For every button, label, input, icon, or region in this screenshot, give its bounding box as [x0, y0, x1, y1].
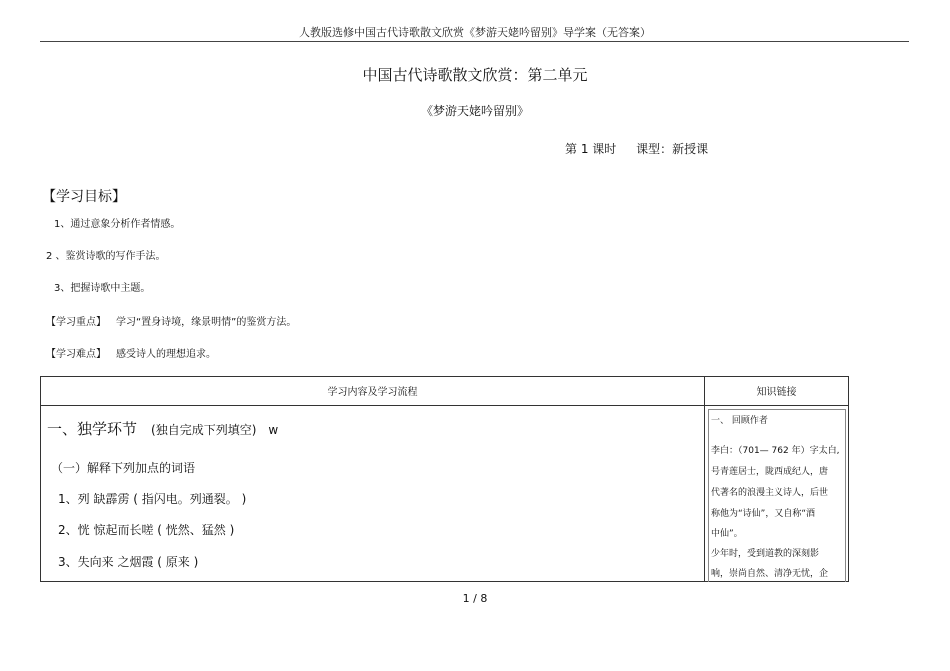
objective-item: 3、把握诗歌中主题。 [54, 283, 151, 294]
author-bio-line: 李白：（701— 762 年）字太白, [711, 446, 840, 456]
table-column-divider [704, 377, 705, 581]
running-header: 人教版选修中国古代诗歌散文欣赏《梦游天姥吟留别》导学案（无答案） [299, 26, 651, 39]
vocab-item: 2、恍 惊起而长嗟 ( 恍然、猛然 ) [58, 523, 235, 537]
document-subtitle: 《梦游天姥吟留别》 [420, 104, 529, 118]
section-heading [47, 418, 278, 439]
key-point-label: 【学习重点】 [46, 317, 106, 328]
vocab-item: 3、失向来 之烟霞 ( 原来 ) [58, 555, 199, 569]
difficult-point-text: 感受诗人的理想追求。 [116, 349, 216, 360]
section-hint: (独自完成下列填空) [151, 423, 257, 437]
table-header-content: 学习内容及学习流程 [327, 387, 418, 398]
difficult-point [46, 342, 216, 361]
key-point [46, 310, 296, 329]
author-bio-line: 响，崇尚自然、清净无忧，企 [711, 569, 829, 579]
section-title: 一、独学环节 [47, 420, 138, 438]
lesson-type: 课型：新授课 [636, 142, 709, 156]
key-point-text: 学习“置身诗境，缘景明情”的鉴赏方法。 [116, 317, 297, 328]
objectives-heading: 【学习目标】 [42, 189, 126, 205]
table-row-divider [41, 405, 848, 406]
author-bio-line: 号青莲居士，陇西成纪人，唐 [711, 467, 829, 477]
difficult-point-label: 【学习难点】 [46, 349, 106, 360]
author-bio-line: 中仙”。 [711, 529, 743, 539]
vocab-item: 1、列 缺霹雳 ( 指闪电。列通裂。 ) [58, 492, 247, 506]
header-rule [40, 41, 909, 42]
table-header-links: 知识链接 [756, 387, 797, 398]
knowledge-heading: 一、 回顾作者 [711, 416, 768, 426]
author-bio-line: 称他为“诗仙”，又自称“酒 [711, 509, 815, 519]
objective-item: 2 、鉴赏诗歌的写作手法。 [46, 251, 166, 262]
page-number: 1 / 8 [462, 592, 488, 605]
document-title: 中国古代诗歌散文欣赏：第二单元 [362, 66, 588, 84]
author-bio-line: 代著名的浪漫主义诗人，后世 [711, 488, 829, 498]
lesson-period: 第 1 课时 [565, 142, 617, 156]
sub-heading: （一）解释下列加点的词语 [51, 461, 196, 475]
lesson-info [565, 140, 708, 157]
study-table [40, 376, 849, 582]
objective-item: 1、通过意象分析作者情感。 [54, 219, 181, 230]
section-mark: w [268, 423, 279, 437]
author-bio-line: 少年时，受到道教的深刻影 [711, 549, 820, 559]
